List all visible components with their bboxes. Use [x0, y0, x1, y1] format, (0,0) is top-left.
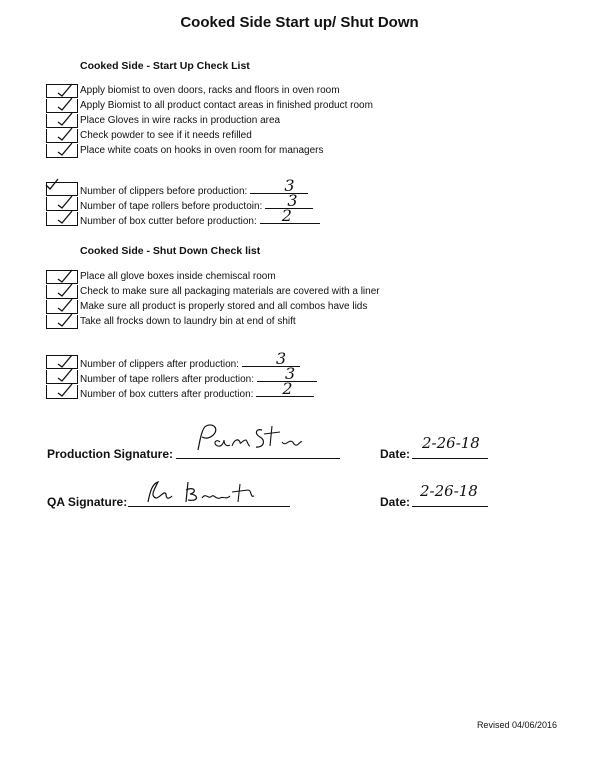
checkmark-icon [55, 208, 75, 226]
qa-date-field[interactable] [412, 482, 488, 507]
count-label-text: Number of tape rollers after production: [80, 374, 254, 385]
count-field[interactable] [260, 206, 320, 225]
production-signature [176, 420, 340, 456]
qa-date: 2-26-18 [420, 482, 478, 500]
checkbox[interactable] [46, 385, 78, 399]
count-value: 3 [284, 364, 296, 383]
count-value: 2 [281, 206, 292, 225]
production-signature-field[interactable] [176, 446, 340, 459]
startup-item-label: Place Gloves in wire racks in production area [80, 115, 281, 126]
qa-signature-label: QA Signature: [47, 495, 128, 509]
page-title: Cooked Side Start up/ Shut Down [180, 14, 419, 31]
count-field[interactable] [256, 379, 314, 398]
count-label-text: Number of box cutters after production: [80, 389, 254, 400]
startup-item-label: Check powder to see if it needs refilled [80, 130, 252, 141]
startup-item-label: Apply biomist to oven doors, racks and floors in oven room [80, 85, 340, 96]
shutdown-item-label: Make sure all product is properly stored and all combos have lids [80, 301, 368, 312]
qa-signature [128, 476, 290, 506]
startup-item-label: Apply Biomist to all product contact areas in finished product room [80, 100, 373, 111]
count-label-text: Number of clippers before production: [80, 186, 248, 197]
qa-date-label: Date: [380, 495, 411, 509]
production-date: 2-26-18 [422, 434, 480, 452]
count-value: 2 [282, 379, 293, 398]
checkmark-icon [55, 381, 75, 399]
count-label [80, 349, 300, 370]
startup-item-label: Place white coats on hooks in oven room for managers [80, 145, 324, 156]
count-label [80, 176, 308, 197]
production-date-field[interactable] [412, 434, 488, 459]
startup-heading: Cooked Side - Start Up Check List [80, 60, 250, 72]
shutdown-item-label: Take all frocks down to laundry bin at end of shift [80, 316, 296, 327]
shutdown-item-label: Place all glove boxes inside chemiscal room [80, 271, 276, 282]
production-signature-label: Production Signature: [47, 447, 173, 461]
checkbox[interactable] [46, 144, 78, 158]
qa-signature-field[interactable] [128, 494, 290, 507]
checkmark-icon [43, 175, 63, 193]
shutdown-item-label: Check to make sure all packaging materials are covered with a liner [80, 286, 380, 297]
checkmark-icon [55, 311, 75, 329]
checkmark-icon [55, 140, 75, 158]
shutdown-heading: Cooked Side - Shut Down Check list [80, 245, 261, 257]
count-label-text: Number of tape rollers before productoin: [80, 201, 263, 212]
checkbox[interactable] [46, 315, 78, 329]
count-value: 3 [284, 176, 295, 195]
production-date-label: Date: [380, 447, 411, 461]
revision-note: Revised 04/06/2016 [476, 720, 557, 730]
checkbox[interactable] [46, 212, 78, 226]
count-value: 3 [275, 349, 287, 368]
count-value: 3 [287, 191, 298, 210]
count-label-text: Number of box cutter before production: [80, 216, 257, 227]
count-label-text: Number of clippers after production: [80, 359, 239, 370]
count-field[interactable] [250, 176, 308, 195]
